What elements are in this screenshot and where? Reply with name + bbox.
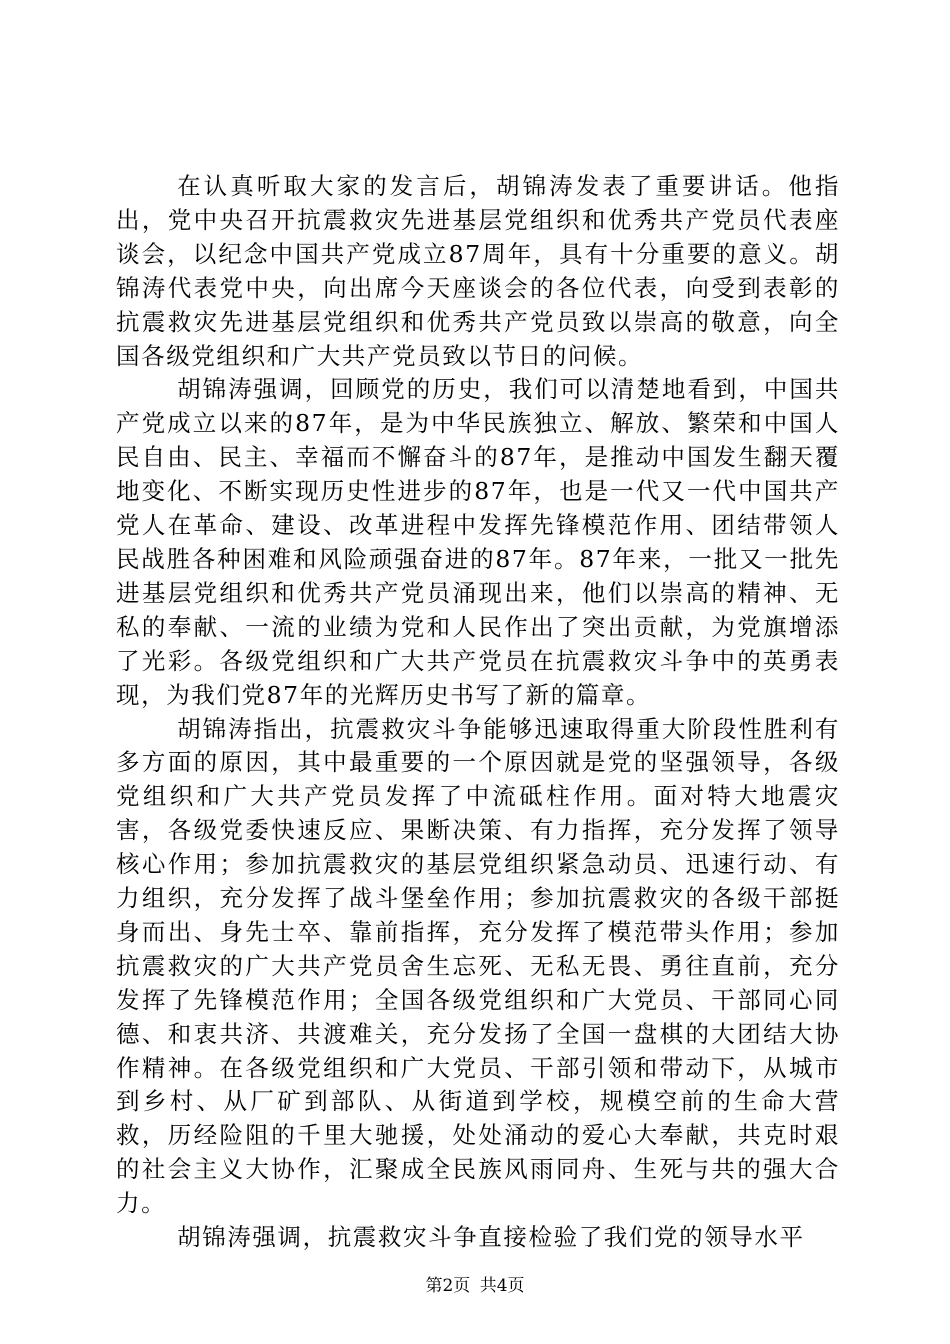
paragraph-3: 胡锦涛指出，抗震救灾斗争能够迅速取得重大阶段性胜利有多方面的原因，其中最重要的一个原因就是党的坚强领导，各级党组织和广大共产党员发挥了中流砥柱作用。面对特大地震灾害，各级党委快速反应、果断决策、有力指挥，充分发挥了领导核心作用；参加抗震救灾的基层党组织紧急动员、迅速行动、有力组织，充分发挥了战斗堡垒作用；参加抗震救灾的各级干部挺身而出、身先士卒、靠前指挥，充分发挥了模范带头作用；参加抗震救灾的广大共产党员舍生忘死、无私无畏、勇往直前，充分发挥了先锋模范作用；全国各级党组织和广大党员、干部同心同德、和衷共济、共渡难关，充分发扬了全国一盘棋的大团结大协作精神。在各级党组织和广大党员、干部引领和带动下，从城市到乡村、从厂矿到部队、从街道到学校，规模空前的生命大营救，历经险阻的千里大驰援，处处涌动的爱心大奉献，共克时艰的社会主义大协作，汇聚成全民族风雨同舟、生死与共的强大合力。 [116,714,840,1218]
paragraph-4: 胡锦涛强调，抗震救灾斗争直接检验了我们党的领导水平 [177,1223,805,1252]
paragraph-1: 在认真听取大家的发言后，胡锦涛发表了重要讲话。他指出，党中央召开抗震救灾先进基层党组织和优秀共产党员代表座谈会，以纪念中国共产党成立87周年，具有十分重要的意义。胡锦涛代表党中央，向出席今天座谈会的各位代表，向受到表彰的抗震救灾先进基层党组织和优秀共产党员致以崇高的敬意，向全国各级党组织和广大共产党员致以节日的问候。 [116,172,840,370]
page-total: 共4页 [479,1276,525,1296]
paragraph-2: 胡锦涛强调，回顾党的历史，我们可以清楚地看到，中国共产党成立以来的87年，是为中华民族独立、解放、繁荣和中国人民自由、民主、幸福而不懈奋斗的87年，是推动中国发生翻天覆地变化、不断实现历史性进步的87年，也是一代又一代中国共产党人在革命、建设、改革进程中发挥先锋模范作用、团结带领人民战胜各种困难和风险顽强奋进的87年。87年来，一批又一批先进基层党组织和优秀共产党员涌现出来，他们以崇高的精神、无私的奉献、一流的业绩为党和人民作出了突出贡献，为党旗增添了光彩。各级党组织和广大共产党员在抗震救灾斗争中的英勇表现，为我们党87年的光辉历史书写了新的篇章。 [116,375,840,709]
document-body [116,170,840,1255]
page-number: 第2页 [425,1276,471,1296]
page-footer [0,1276,950,1296]
